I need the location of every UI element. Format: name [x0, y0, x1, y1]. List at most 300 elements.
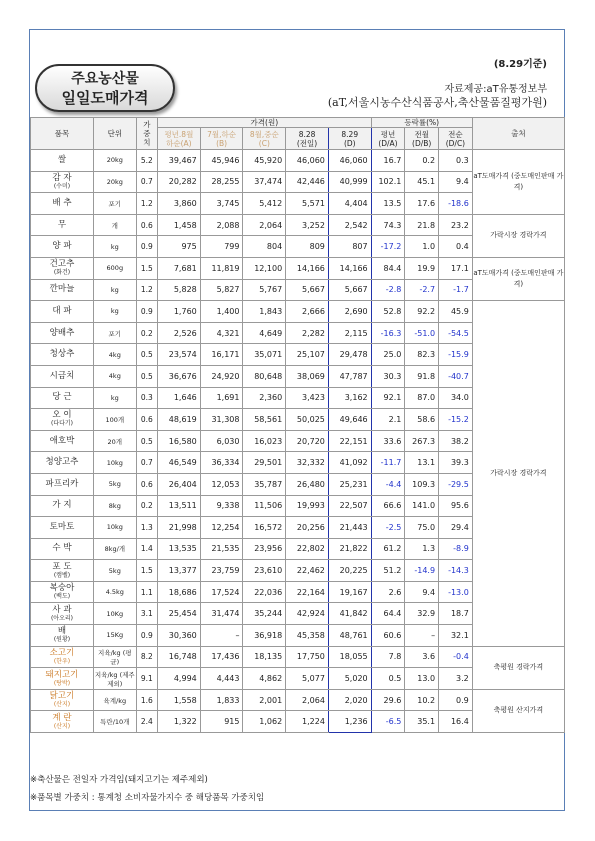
cell-r2: 10.2 — [405, 689, 439, 711]
cell-a: 26,404 — [158, 473, 201, 495]
cell-weight: 0.6 — [136, 409, 157, 431]
cell-weight: 1.6 — [136, 689, 157, 711]
cell-unit: 지육/kg (평균) — [93, 646, 136, 668]
cell-b: 12,053 — [200, 473, 243, 495]
cell-c: 2,001 — [243, 689, 286, 711]
cell-unit: kg — [93, 387, 136, 409]
cell-r3: -15.9 — [439, 344, 473, 366]
cell-p: 2,666 — [286, 301, 329, 323]
cell-r3: 18.7 — [439, 603, 473, 625]
cell-weight: 9.1 — [136, 668, 157, 690]
table-row — [31, 301, 565, 323]
cell-p: 46,060 — [286, 150, 329, 172]
cell-unit: 8kg — [93, 495, 136, 517]
title-badge — [35, 64, 175, 112]
source-line1: 자료제공:aT유통정보부 — [444, 84, 547, 95]
cell-r3: 45.9 — [439, 301, 473, 323]
cell-r3: -0.4 — [439, 646, 473, 668]
footnotes — [30, 771, 264, 807]
cell-c: 80,648 — [243, 365, 286, 387]
cell-p: 3,423 — [286, 387, 329, 409]
basis-date: (8.29기준) — [493, 59, 547, 70]
cell-c: 35,244 — [243, 603, 286, 625]
cell-r2: 141.0 — [405, 495, 439, 517]
cell-r3: 32.1 — [439, 625, 473, 647]
cell-b: 28,255 — [200, 171, 243, 193]
cell-b: 31,308 — [200, 409, 243, 431]
cell-p: 19,993 — [286, 495, 329, 517]
header-unit: 단위 — [93, 118, 136, 150]
cell-unit: 20kg — [93, 150, 136, 172]
cell-d: 14,166 — [328, 257, 371, 279]
cell-r3: -18.6 — [439, 193, 473, 215]
cell-r3: -54.5 — [439, 322, 473, 344]
cell-unit: 10kg — [93, 452, 136, 474]
header-origin: 출처 — [472, 118, 564, 150]
cell-item: 가 지 — [31, 495, 94, 517]
cell-c: 18,135 — [243, 646, 286, 668]
cell-b: 3,745 — [200, 193, 243, 215]
cell-p: 26,480 — [286, 473, 329, 495]
cell-p: 14,166 — [286, 257, 329, 279]
cell-r2: 3.6 — [405, 646, 439, 668]
cell-c: 4,649 — [243, 322, 286, 344]
cell-weight: 0.3 — [136, 387, 157, 409]
cell-r2: 17.6 — [405, 193, 439, 215]
cell-item: 오 이 (다다기) — [31, 409, 94, 431]
cell-r2: 1.3 — [405, 538, 439, 560]
cell-r1: 102.1 — [371, 171, 405, 193]
cell-r3: 39.3 — [439, 452, 473, 474]
cell-c: 36,918 — [243, 625, 286, 647]
cell-b: 16,171 — [200, 344, 243, 366]
cell-b: 11,819 — [200, 257, 243, 279]
cell-weight: 0.9 — [136, 301, 157, 323]
title-line1: 주요농산물 — [71, 71, 139, 87]
cell-r2: 109.3 — [405, 473, 439, 495]
cell-p: 5,667 — [286, 279, 329, 301]
cell-weight: 5.2 — [136, 150, 157, 172]
cell-c: 29,501 — [243, 452, 286, 474]
cell-d: 29,478 — [328, 344, 371, 366]
cell-r1: 52.8 — [371, 301, 405, 323]
cell-d: 21,822 — [328, 538, 371, 560]
cell-b: 799 — [200, 236, 243, 258]
cell-item: 당 근 — [31, 387, 94, 409]
cell-r1: 29.6 — [371, 689, 405, 711]
cell-unit: 개 — [93, 214, 136, 236]
cell-a: 7,681 — [158, 257, 201, 279]
cell-a: 3,860 — [158, 193, 201, 215]
cell-r1: 30.3 — [371, 365, 405, 387]
cell-weight: 0.2 — [136, 322, 157, 344]
table-row — [31, 689, 565, 711]
cell-c: 5,412 — [243, 193, 286, 215]
cell-unit: 600g — [93, 257, 136, 279]
cell-weight: 0.6 — [136, 214, 157, 236]
cell-d: 46,060 — [328, 150, 371, 172]
cell-c: 22,036 — [243, 581, 286, 603]
cell-p: 42,924 — [286, 603, 329, 625]
cell-r3: -8.9 — [439, 538, 473, 560]
header-price-col: 7월,하순 (B) — [200, 128, 243, 150]
cell-a: 30,360 — [158, 625, 201, 647]
cell-origin: 가락시장 경락가격 — [472, 214, 564, 257]
cell-b: 24,920 — [200, 365, 243, 387]
cell-r3: -40.7 — [439, 365, 473, 387]
cell-origin: aT도매가격 (중도매인판매 가격) — [472, 150, 564, 215]
cell-unit: 10Kg — [93, 603, 136, 625]
cell-r1: -4.4 — [371, 473, 405, 495]
cell-p: 5,077 — [286, 668, 329, 690]
cell-a: 975 — [158, 236, 201, 258]
cell-p: 2,282 — [286, 322, 329, 344]
cell-d: 4,404 — [328, 193, 371, 215]
cell-weight: 1.5 — [136, 257, 157, 279]
cell-a: 18,686 — [158, 581, 201, 603]
cell-item: 토마토 — [31, 517, 94, 539]
cell-b: 45,946 — [200, 150, 243, 172]
cell-r1: 61.2 — [371, 538, 405, 560]
cell-r3: -13.0 — [439, 581, 473, 603]
cell-origin: 가락시장 경락가격 — [472, 301, 564, 647]
cell-weight: 0.7 — [136, 171, 157, 193]
cell-c: 23,610 — [243, 560, 286, 582]
cell-p: 50,025 — [286, 409, 329, 431]
cell-p: 45,358 — [286, 625, 329, 647]
cell-a: 48,619 — [158, 409, 201, 431]
cell-item: 무 — [31, 214, 94, 236]
cell-a: 36,676 — [158, 365, 201, 387]
cell-weight: 3.1 — [136, 603, 157, 625]
cell-d: 41,092 — [328, 452, 371, 474]
cell-r2: -14.9 — [405, 560, 439, 582]
header-price-col: 평년.8월 하순(A) — [158, 128, 201, 150]
cell-item: 쌀 — [31, 150, 94, 172]
cell-weight: 1.5 — [136, 560, 157, 582]
header-weight: 가 중 치 — [136, 118, 157, 150]
cell-p: 20,720 — [286, 430, 329, 452]
cell-c: 804 — [243, 236, 286, 258]
cell-r2: 9.4 — [405, 581, 439, 603]
cell-b: 21,535 — [200, 538, 243, 560]
cell-d: 1,236 — [328, 711, 371, 733]
cell-b: 915 — [200, 711, 243, 733]
cell-d: 22,507 — [328, 495, 371, 517]
cell-r3: 9.4 — [439, 171, 473, 193]
cell-item: 건고추 (화건) — [31, 257, 94, 279]
cell-p: 32,332 — [286, 452, 329, 474]
cell-unit: 20kg — [93, 171, 136, 193]
cell-r1: 16.7 — [371, 150, 405, 172]
cell-d: 3,162 — [328, 387, 371, 409]
footnote-2: ※품목별 가중치 : 통계청 소비자물가지수 중 해당품목 가중치임 — [30, 793, 265, 803]
cell-r2: 19.9 — [405, 257, 439, 279]
cell-a: 16,580 — [158, 430, 201, 452]
cell-p: 22,164 — [286, 581, 329, 603]
header-rate-col: 평년 (D/A) — [371, 128, 405, 150]
cell-weight: 0.5 — [136, 365, 157, 387]
cell-r2: 82.3 — [405, 344, 439, 366]
cell-weight: 1.2 — [136, 193, 157, 215]
cell-item: 돼지고기 (탕박) — [31, 668, 94, 690]
cell-r3: -1.7 — [439, 279, 473, 301]
cell-a: 25,454 — [158, 603, 201, 625]
cell-r2: 32.9 — [405, 603, 439, 625]
cell-item: 애호박 — [31, 430, 94, 452]
cell-unit: 100개 — [93, 409, 136, 431]
cell-item: 사 과 (아오리) — [31, 603, 94, 625]
cell-r1: 0.5 — [371, 668, 405, 690]
cell-weight: 1.3 — [136, 517, 157, 539]
cell-r1: 25.0 — [371, 344, 405, 366]
cell-a: 1,458 — [158, 214, 201, 236]
cell-p: 38,069 — [286, 365, 329, 387]
cell-origin: 축평원 산지가격 — [472, 689, 564, 732]
cell-r1: 74.3 — [371, 214, 405, 236]
cell-weight: 0.6 — [136, 473, 157, 495]
cell-p: 2,064 — [286, 689, 329, 711]
cell-p: 17,750 — [286, 646, 329, 668]
cell-p: 20,256 — [286, 517, 329, 539]
cell-d: 40,999 — [328, 171, 371, 193]
cell-weight: 1.1 — [136, 581, 157, 603]
cell-origin: 축평원 경락가격 — [472, 646, 564, 689]
cell-a: 39,467 — [158, 150, 201, 172]
source-line2: (aT,서울시농수산식품공사,축산물품질평가원) — [327, 96, 547, 109]
cell-c: 23,956 — [243, 538, 286, 560]
cell-p: 1,224 — [286, 711, 329, 733]
cell-d: 19,167 — [328, 581, 371, 603]
cell-c: 5,767 — [243, 279, 286, 301]
cell-unit: 5kg — [93, 560, 136, 582]
header-rate-col: 전월 (D/B) — [405, 128, 439, 150]
cell-item: 감 자 (수미) — [31, 171, 94, 193]
cell-weight: 1.4 — [136, 538, 157, 560]
cell-d: 48,761 — [328, 625, 371, 647]
cell-p: 3,252 — [286, 214, 329, 236]
cell-r1: 33.6 — [371, 430, 405, 452]
cell-r3: 38.2 — [439, 430, 473, 452]
cell-d: 2,020 — [328, 689, 371, 711]
price-table — [30, 117, 565, 733]
cell-c: 35,071 — [243, 344, 286, 366]
table-row — [31, 150, 565, 172]
cell-weight: 0.7 — [136, 452, 157, 474]
cell-r2: 87.0 — [405, 387, 439, 409]
cell-r2: 45.1 — [405, 171, 439, 193]
cell-b: – — [200, 625, 243, 647]
cell-a: 46,549 — [158, 452, 201, 474]
header-rate-col: 전순 (D/C) — [439, 128, 473, 150]
cell-r3: 0.9 — [439, 689, 473, 711]
cell-c: 37,474 — [243, 171, 286, 193]
cell-r3: 0.4 — [439, 236, 473, 258]
cell-a: 1,760 — [158, 301, 201, 323]
cell-d: 25,231 — [328, 473, 371, 495]
cell-r1: -11.7 — [371, 452, 405, 474]
header-price-group: 가격(원) — [158, 118, 372, 128]
cell-d: 41,842 — [328, 603, 371, 625]
cell-r2: 0.2 — [405, 150, 439, 172]
cell-c: 2,360 — [243, 387, 286, 409]
cell-r1: 51.2 — [371, 560, 405, 582]
cell-r1: -2.5 — [371, 517, 405, 539]
cell-weight: 0.5 — [136, 430, 157, 452]
cell-item: 배 추 — [31, 193, 94, 215]
cell-r2: 13.0 — [405, 668, 439, 690]
cell-b: 5,827 — [200, 279, 243, 301]
cell-r3: 29.4 — [439, 517, 473, 539]
cell-d: 2,690 — [328, 301, 371, 323]
cell-r1: 64.4 — [371, 603, 405, 625]
cell-item: 양 파 — [31, 236, 94, 258]
cell-r1: 2.1 — [371, 409, 405, 431]
cell-d: 2,542 — [328, 214, 371, 236]
cell-weight: 0.2 — [136, 495, 157, 517]
table-row — [31, 214, 565, 236]
cell-r1: -6.5 — [371, 711, 405, 733]
cell-r1: -2.8 — [371, 279, 405, 301]
cell-item: 계 란 (산지) — [31, 711, 94, 733]
cell-b: 2,088 — [200, 214, 243, 236]
cell-r2: – — [405, 625, 439, 647]
cell-item: 복숭아 (백도) — [31, 581, 94, 603]
cell-p: 5,571 — [286, 193, 329, 215]
cell-r1: 92.1 — [371, 387, 405, 409]
cell-c: 45,920 — [243, 150, 286, 172]
cell-r2: 1.0 — [405, 236, 439, 258]
cell-a: 13,535 — [158, 538, 201, 560]
cell-item: 파프리카 — [31, 473, 94, 495]
cell-r3: -14.3 — [439, 560, 473, 582]
cell-r3: 34.0 — [439, 387, 473, 409]
cell-r2: -51.0 — [405, 322, 439, 344]
cell-c: 16,023 — [243, 430, 286, 452]
cell-item: 수 박 — [31, 538, 94, 560]
cell-d: 807 — [328, 236, 371, 258]
cell-unit: kg — [93, 236, 136, 258]
cell-r1: -16.3 — [371, 322, 405, 344]
cell-a: 1,558 — [158, 689, 201, 711]
cell-r3: -15.2 — [439, 409, 473, 431]
title-line2: 일일도매가격 — [61, 89, 149, 107]
cell-r1: 60.6 — [371, 625, 405, 647]
cell-r3: 3.2 — [439, 668, 473, 690]
cell-b: 23,759 — [200, 560, 243, 582]
cell-origin: aT도매가격 (중도매인판매 가격) — [472, 257, 564, 300]
cell-p: 42,446 — [286, 171, 329, 193]
cell-r2: 13.1 — [405, 452, 439, 474]
cell-weight: 2.4 — [136, 711, 157, 733]
cell-item: 양배추 — [31, 322, 94, 344]
cell-b: 17,436 — [200, 646, 243, 668]
cell-d: 2,115 — [328, 322, 371, 344]
cell-unit: kg — [93, 279, 136, 301]
cell-b: 4,321 — [200, 322, 243, 344]
cell-r3: 95.6 — [439, 495, 473, 517]
cell-item: 소고기 (한우) — [31, 646, 94, 668]
cell-unit: 10kg — [93, 517, 136, 539]
cell-r1: 84.4 — [371, 257, 405, 279]
cell-r1: 13.5 — [371, 193, 405, 215]
cell-item: 시금치 — [31, 365, 94, 387]
footnote-1: ※축산물은 전일자 가격임(돼지고기는 제주제외) — [30, 775, 208, 785]
header-item: 품목 — [31, 118, 94, 150]
cell-unit: 포기 — [93, 193, 136, 215]
cell-r2: 92.2 — [405, 301, 439, 323]
cell-b: 1,833 — [200, 689, 243, 711]
cell-item: 대 파 — [31, 301, 94, 323]
cell-d: 22,151 — [328, 430, 371, 452]
cell-a: 13,377 — [158, 560, 201, 582]
cell-unit: 4kg — [93, 344, 136, 366]
cell-a: 13,511 — [158, 495, 201, 517]
cell-a: 23,574 — [158, 344, 201, 366]
cell-p: 22,802 — [286, 538, 329, 560]
cell-r1: 7.8 — [371, 646, 405, 668]
cell-c: 35,787 — [243, 473, 286, 495]
cell-d: 47,787 — [328, 365, 371, 387]
cell-c: 58,561 — [243, 409, 286, 431]
cell-r1: -17.2 — [371, 236, 405, 258]
cell-r3: 16.4 — [439, 711, 473, 733]
table-row — [31, 646, 565, 668]
cell-d: 49,646 — [328, 409, 371, 431]
cell-c: 2,064 — [243, 214, 286, 236]
cell-weight: 0.9 — [136, 625, 157, 647]
cell-b: 1,400 — [200, 301, 243, 323]
cell-unit: 육계/kg — [93, 689, 136, 711]
cell-d: 5,020 — [328, 668, 371, 690]
cell-r2: 267.3 — [405, 430, 439, 452]
cell-weight: 0.9 — [136, 236, 157, 258]
cell-item: 청상추 — [31, 344, 94, 366]
cell-a: 20,282 — [158, 171, 201, 193]
cell-unit: 지육/kg (제주제외) — [93, 668, 136, 690]
cell-unit: 4.5kg — [93, 581, 136, 603]
cell-r3: 23.2 — [439, 214, 473, 236]
cell-unit: 15Kg — [93, 625, 136, 647]
cell-r2: 21.8 — [405, 214, 439, 236]
table-row — [31, 257, 565, 279]
cell-r2: 91.8 — [405, 365, 439, 387]
cell-item: 닭고기 (산지) — [31, 689, 94, 711]
cell-unit: kg — [93, 301, 136, 323]
header-price-col: 8.28 (전일) — [286, 128, 329, 150]
cell-r3: 0.3 — [439, 150, 473, 172]
cell-c: 1,843 — [243, 301, 286, 323]
header-price-col: 8월,중순 (C) — [243, 128, 286, 150]
cell-a: 21,998 — [158, 517, 201, 539]
cell-c: 4,862 — [243, 668, 286, 690]
cell-d: 21,443 — [328, 517, 371, 539]
cell-r3: 17.1 — [439, 257, 473, 279]
cell-r2: 75.0 — [405, 517, 439, 539]
cell-p: 809 — [286, 236, 329, 258]
header-price-col: 8.29 (D) — [328, 128, 371, 150]
header-rate-group: 등락률(%) — [371, 118, 472, 128]
cell-unit: 특란/10개 — [93, 711, 136, 733]
cell-item: 청양고추 — [31, 452, 94, 474]
cell-r2: 58.6 — [405, 409, 439, 431]
cell-unit: 8kg/개 — [93, 538, 136, 560]
cell-b: 9,338 — [200, 495, 243, 517]
cell-b: 17,524 — [200, 581, 243, 603]
cell-c: 1,062 — [243, 711, 286, 733]
cell-b: 1,691 — [200, 387, 243, 409]
cell-r2: 35.1 — [405, 711, 439, 733]
